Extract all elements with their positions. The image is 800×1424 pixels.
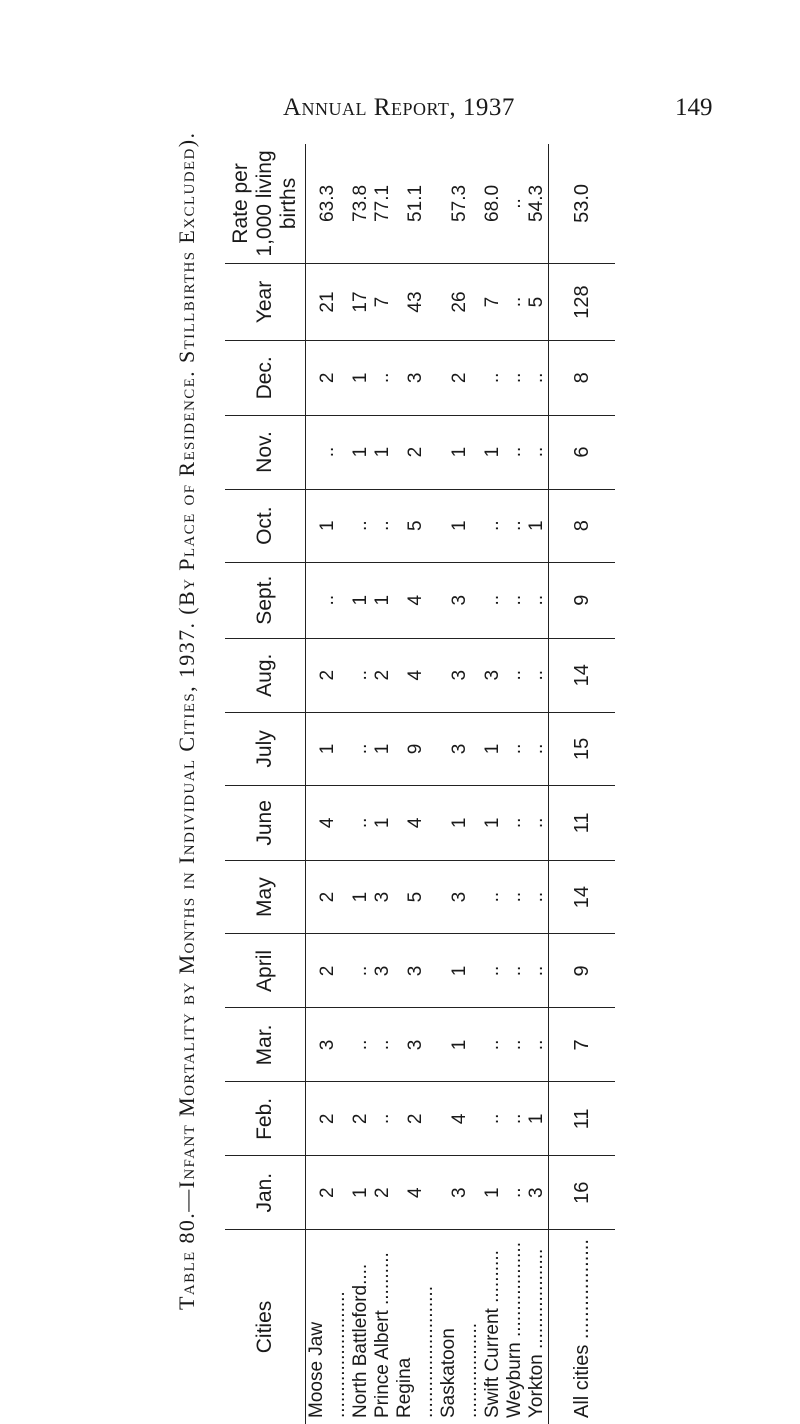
table-cell: 21: [306, 263, 351, 340]
table-cell: ..: [504, 198, 525, 209]
table-row: [504, 144, 526, 1424]
table-cell: 1: [306, 489, 351, 562]
table-cell: 11: [549, 1082, 616, 1156]
table-cell: ..: [482, 562, 504, 638]
table-cell: 4: [394, 638, 438, 712]
column-header: Jan.: [225, 1156, 306, 1230]
city-name: Saskatoon ..................: [438, 1229, 482, 1424]
table-cell: 128: [549, 263, 616, 340]
table-cell: 3: [394, 934, 438, 1008]
table-cell: 17: [350, 263, 372, 340]
table-cell: 2: [306, 341, 351, 415]
table-cell: ..: [504, 562, 526, 638]
table-row: [306, 144, 351, 1424]
table-cell: ..: [482, 860, 504, 934]
table-cell: 77.1: [372, 184, 393, 222]
column-header: Aug.: [225, 638, 306, 712]
table-header-row: [225, 144, 306, 1424]
column-header: Oct.: [225, 489, 306, 562]
table-cell: 3: [438, 638, 482, 712]
table-cell: ..: [482, 934, 504, 1008]
table-cell: 1: [482, 712, 504, 785]
table-cell: 8: [549, 489, 616, 562]
report-title: Annual Report, 1937: [283, 94, 515, 121]
table-cell: 8: [549, 341, 616, 415]
table-cell: 2: [372, 1156, 394, 1230]
table-cell: 1: [526, 1082, 549, 1156]
table-cell: 53.0: [549, 144, 616, 263]
table-cell: 1: [350, 860, 372, 934]
table-cell: 3: [394, 341, 438, 415]
table-cell: ..: [504, 785, 526, 860]
table-cell: ..: [526, 1008, 549, 1082]
table-cell: ..: [350, 1008, 372, 1082]
table-cell: 63.3: [317, 184, 338, 222]
table-cell: 1: [372, 415, 394, 489]
table-cell: 1: [372, 785, 394, 860]
running-header: [0, 94, 800, 134]
table-cell: 7: [549, 1008, 616, 1082]
table-cell: ..: [306, 562, 351, 638]
table-cell: ..: [504, 489, 526, 562]
table-cell: ..: [372, 489, 394, 562]
table-cell: ..: [306, 415, 351, 489]
table-cell: ..: [504, 934, 526, 1008]
city-name: Swift Current ..........: [482, 1229, 504, 1424]
table-cell: 73.8: [350, 184, 371, 222]
table-cell: ..: [350, 638, 372, 712]
column-header: Year: [225, 263, 306, 340]
table-cell: ..: [482, 341, 504, 415]
table-cell: ..: [482, 1082, 504, 1156]
table-cell: 1: [350, 562, 372, 638]
table-cell: ..: [350, 489, 372, 562]
table-cell: 43: [394, 263, 438, 340]
table-cell: 26: [438, 263, 482, 340]
column-header: June: [225, 785, 306, 860]
city-name: All cities ..................: [549, 1229, 616, 1424]
table-cell: ..: [350, 934, 372, 1008]
table-row: [526, 144, 549, 1424]
column-header: Rate per 1,000 living births: [225, 144, 306, 263]
city-name: Weyburn ..................: [504, 1229, 526, 1424]
table-cell: 9: [549, 562, 616, 638]
table-cell: 1: [438, 1008, 482, 1082]
table-cell: ..: [504, 712, 526, 785]
city-name: Regina .........................: [394, 1229, 438, 1424]
table-cell: 16: [549, 1156, 616, 1230]
table-cell: 68.0: [482, 184, 503, 222]
table-cell: ..: [504, 415, 526, 489]
infant-mortality-table: [225, 144, 615, 1424]
table-cell: ..: [526, 415, 549, 489]
table-cell: ..: [350, 785, 372, 860]
table-cell: 1: [372, 712, 394, 785]
table-cell: 1: [482, 1156, 504, 1230]
table-cell: 2: [394, 1082, 438, 1156]
table-cell: ..: [372, 1082, 394, 1156]
table-cell: 57.3: [449, 184, 470, 222]
table-cell: 1: [438, 489, 482, 562]
table-cell: ..: [526, 860, 549, 934]
table-cell: 1: [482, 415, 504, 489]
table-cell: 14: [549, 638, 616, 712]
table-cell: 2: [372, 638, 394, 712]
table-cell: 2: [306, 638, 351, 712]
table-cell: ..: [372, 341, 394, 415]
table-cell: 1: [350, 341, 372, 415]
table-cell: 2: [394, 415, 438, 489]
table-cell: 15: [549, 712, 616, 785]
page-number: 149: [675, 94, 713, 121]
table-cell: 3: [372, 934, 394, 1008]
table-cell: ..: [504, 1008, 526, 1082]
table-cell: 3: [438, 1156, 482, 1230]
table-cell: 2: [438, 341, 482, 415]
table-cell: 54.3: [526, 184, 547, 222]
table-cell: 3: [482, 638, 504, 712]
column-header: Dec.: [225, 341, 306, 415]
table-cell: ..: [526, 712, 549, 785]
table-cell: 1: [438, 934, 482, 1008]
table-cell: ..: [526, 562, 549, 638]
mortality-table-container: [225, 144, 593, 1424]
table-cell: ..: [504, 1082, 526, 1156]
city-name: Moose Jaw ........................: [306, 1229, 351, 1424]
table-cell: 3: [306, 1008, 351, 1082]
table-cell: 1: [438, 415, 482, 489]
table-cell: 3: [526, 1156, 549, 1230]
table-caption: Table 80.—Infant Mortality by Months in Individual Cities, 1937. (By Place of Residence. Stillbirths Excluded).: [174, 131, 199, 1310]
table-cell: 1: [372, 562, 394, 638]
table-cell: 4: [394, 1156, 438, 1230]
table-cell: 4: [394, 562, 438, 638]
table-cell: 9: [394, 712, 438, 785]
column-header: April: [225, 934, 306, 1008]
table-cell: ..: [504, 341, 526, 415]
total-row: [549, 144, 616, 1424]
table-row: [482, 144, 504, 1424]
table-cell: ..: [350, 712, 372, 785]
table-cell: 3: [394, 1008, 438, 1082]
table-cell: 2: [306, 934, 351, 1008]
table-cell: ..: [504, 1156, 526, 1230]
city-name: North Battleford....: [350, 1229, 372, 1424]
table-body: [306, 144, 616, 1424]
table-row: [394, 144, 438, 1424]
table-cell: 9: [549, 934, 616, 1008]
table-cell: 6: [549, 415, 616, 489]
table-cell: 2: [306, 860, 351, 934]
table-cell: 1: [350, 1156, 372, 1230]
table-cell: 1: [526, 489, 549, 562]
table-cell: ..: [526, 785, 549, 860]
city-name: Yorkton ...................: [526, 1229, 549, 1424]
table-cell: ..: [482, 1008, 504, 1082]
table-row: [438, 144, 482, 1424]
column-header: Feb.: [225, 1082, 306, 1156]
table-cell: ..: [372, 1008, 394, 1082]
table-cell: ..: [504, 638, 526, 712]
table-cell: 1: [438, 785, 482, 860]
table-cell: 4: [438, 1082, 482, 1156]
table-cell: ..: [526, 934, 549, 1008]
table-cell: ..: [504, 263, 526, 340]
table-cell: 5: [394, 860, 438, 934]
table-row: [372, 144, 394, 1424]
table-cell: 4: [306, 785, 351, 860]
table-cell: 4: [394, 785, 438, 860]
table-cell: 5: [526, 263, 549, 340]
table-cell: 14: [549, 860, 616, 934]
column-header: Sept.: [225, 562, 306, 638]
column-header: Nov.: [225, 415, 306, 489]
table-cell: 7: [372, 263, 394, 340]
city-name: Prince Albert ..........: [372, 1229, 394, 1424]
table-cell: 3: [438, 712, 482, 785]
table-cell: 11: [549, 785, 616, 860]
table-cell: ..: [526, 341, 549, 415]
table-cell: 1: [350, 415, 372, 489]
table-caption-container: [174, 50, 200, 1310]
table-cell: 2: [350, 1082, 372, 1156]
table-cell: 3: [438, 860, 482, 934]
table-cell: ..: [504, 860, 526, 934]
table-row: [350, 144, 372, 1424]
table-cell: 7: [482, 263, 504, 340]
table-cell: ..: [482, 489, 504, 562]
table-cell: 3: [438, 562, 482, 638]
table-cell: 1: [482, 785, 504, 860]
column-header: July: [225, 712, 306, 785]
table-cell: 3: [372, 860, 394, 934]
table-cell: 5: [394, 489, 438, 562]
column-header: May: [225, 860, 306, 934]
table-cell: 2: [306, 1082, 351, 1156]
column-header: Cities: [225, 1229, 306, 1424]
table-cell: 51.1: [405, 184, 426, 222]
table-cell: 1: [306, 712, 351, 785]
table-cell: ..: [526, 638, 549, 712]
table-cell: 2: [306, 1156, 351, 1230]
column-header: Mar.: [225, 1008, 306, 1082]
